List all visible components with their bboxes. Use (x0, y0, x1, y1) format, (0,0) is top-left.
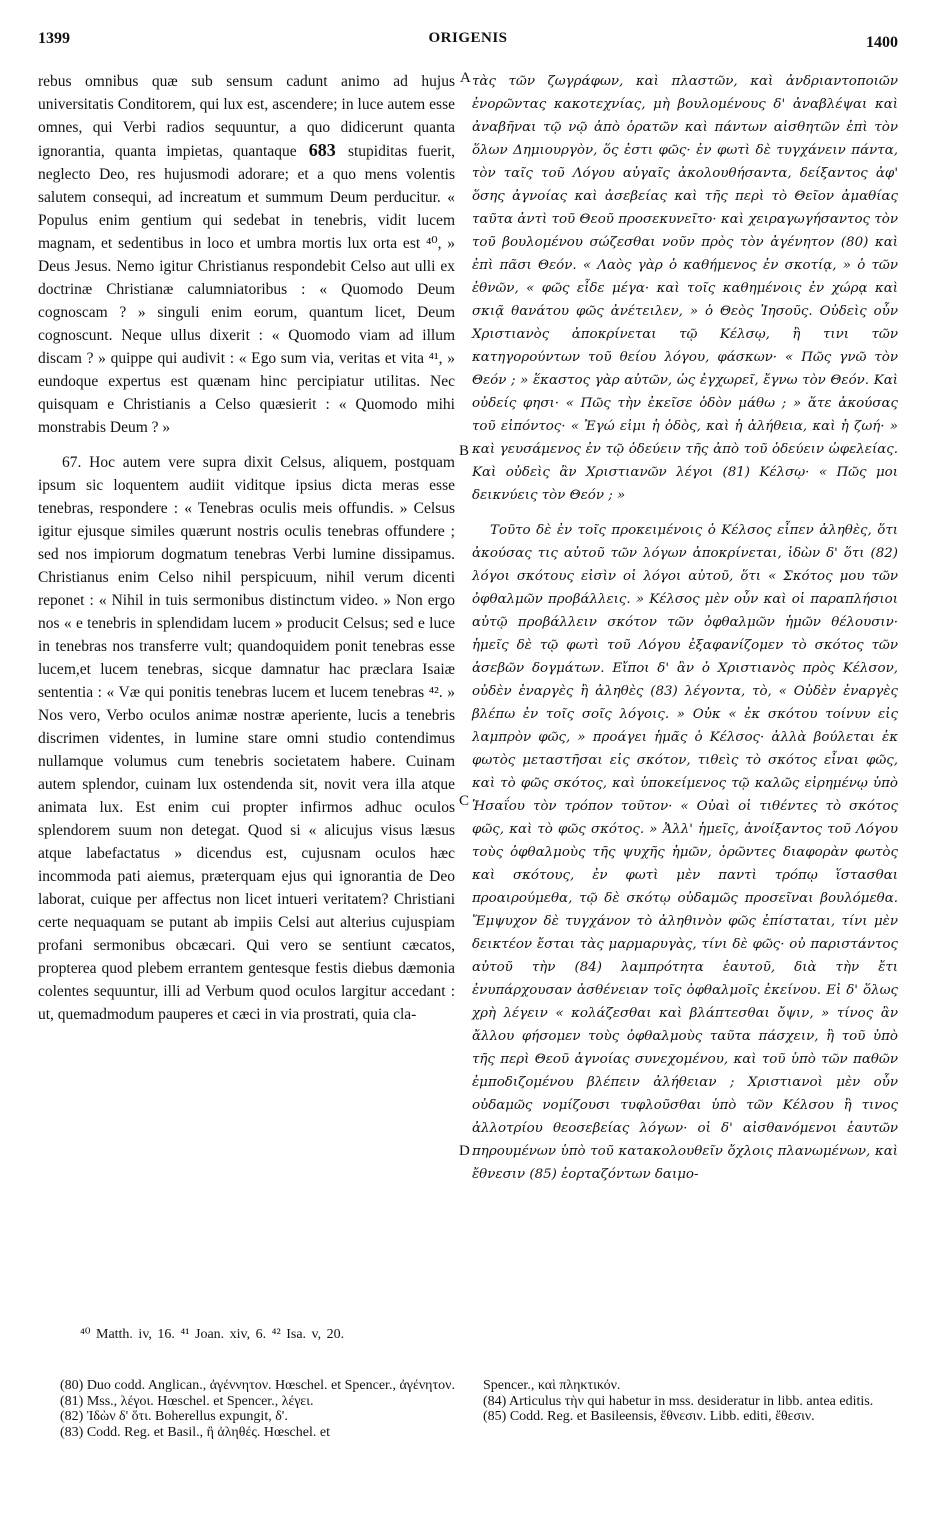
margin-letter-c: C (459, 793, 470, 809)
footnote: (84) Articulus τὴν qui habetur in mss. desideratur in libb. antea editis. (483, 1393, 874, 1409)
margin-letter-d: D (459, 1143, 470, 1159)
right-page-number: 1400 (866, 34, 898, 51)
greek-paragraph-2: Τοῦτο δὲ ἐν τοῖς προκειμένοις ὁ Κέλσος εἶπεν ἀληθὲς, ὅτι ἀκούσας τις αὐτοῦ τῶν λόγων ἀποκρίνεται, ἰδὼν δ' ὅτι (82) λόγοι σκότους εἰσὶν οἱ λόγοι αὐτοῦ, ὅτι « Σκότος μου τῶν ὀφθαλμῶν προβάλλεις. » Κέλσος μὲν οὖν καὶ οἱ παραπλήσιοι αὐτῷ προβάλλειν σκότον τῶν ὀφθαλμῶν ἡμῶν θέλουσιν· ἡμεῖς δὲ τῷ φωτὶ τοῦ Λόγου ἐξαφανίζομεν τὸ σκότος τῶν ἀσεβῶν δογμάτων. Εἴποι δ' ἂν ὁ Χριστιανὸς πρὸς Κέλσον, οὐδὲν ἐναργὲς ἢ ἀληθὲς (83) λέγοντα, τὸ, « Οὐδὲν ἐναργὲς βλέπω ἐν τοῖς σοῖς λόγοις. » Οὐκ « ἐκ σκότου τοίνυν εἰς λαμπρὸν φῶς, » προάγει ἡμᾶς ὁ Κέλσος· ἀλλὰ βούλεται ἐκ φωτὸς μεταστῆσαι εἰς σκότον, τιθεὶς τὸ σκότος εἶναι φῶς, καὶ τὸ φῶς σκότος, καὶ ὑποκείμενος τῷ καλῶς εἰρημένῳ ὑπὸ Ἡσαΐου τὸν τρόπον τοῦτον· « Οὐαὶ οἱ τιθέντες τὸ σκότος φῶς, καὶ τὸ φῶς σκότος. » Ἀλλ' ἡμεῖς, ἀνοίξαντος τοῦ Λόγου τοὺς ὀφθαλμοὺς τῆς ψυχῆς ἡμῶν, ὁρῶντες διαφορὰν φωτὸς καὶ σκότους, ἐν φωτὶ μὲν παντὶ τρόπῳ ἵστασθαι προαιρούμεθα, τῷ δὲ σκότῳ οὐδαμῶς προσεῖναι βουλόμεθα. Ἔμψυχον δὲ τυγχάνον τὸ ἀληθινὸν φῶς ἐπίσταται, τίνι μὲν δεικτέον ἔσται τὰς μαρμαρυγὰς, τίνι δὲ φῶς· οὐ παριστάντος αὐτοῦ τὴν (84) λαμπρότητα ἑαυτοῦ, διὰ τὴν ἔτι ἐνυπάρχουσαν ἀσθένειαν τοῖς ὀφθαλμοῖς ἐκείνου. Εἰ δ' ὅλως χρὴ λέγειν « κολάζεσθαι καὶ βλάπτεσθαι ὄψιν, » τίνος ἂν ἄλλου φήσομεν τοὺς ὀφθαλμοὺς ταῦτα πάσχειν, ἢ τοῦ ὑπὸ τῆς περὶ Θεοῦ ἀγνοίας συνεχομένου, καὶ τοῦ ὑπὸ τῶν παθῶν ἐμποδιζομένου βλέπειν ἀλήθειαν ; Χριστιανοὶ μὲν οὖν οὐδαμῶς νομίζουσι τυφλοῦσθαι ὑπὸ τῶν Κέλσου ἢ τινος ἀλλοτρίου θεοσεβείας λόγων· οἱ δ' αἰσθανόμενοι ἑαυτῶν πηρουμένων ὑπὸ τοῦ κατακολουθεῖν ὄχλοις πλανωμένων, καὶ ἔθνεσιν (85) ἑορταζόντων δαιμο- (472, 523, 898, 1182)
latin-paragraph-1 (38, 70, 455, 439)
running-title: ORIGENIS (428, 30, 508, 46)
page-header (38, 30, 898, 54)
scripture-references: ⁴⁰ Matth. iv, 16. ⁴¹ Joan. xiv, 6. ⁴² Isa. v, 20. (80, 1327, 345, 1342)
footnotes-right (483, 1378, 898, 1425)
latin-paragraph-1-end: stupiditas fuerit, neglecto Deo, res hujusmodi adorare; et a quo mens volentis salutem consequi, ad increatum et summum Deum perducitur. « Populus enim gentium qui sedebat in tenebris, vidit lucem magnam, et sedentibus in loco et umbra mortis lux orta est ⁴⁰, » Deus Jesus. Nemo igitur Christianus respondebit Celso aut ulli ex doctrinæ Christianæ calumniatoribus : « Quomodo Deum cognoscam ? » singuli enim eorum, quantum licet, Deum cognoscunt. Neque ullus dixerit : « Quomodo viam ad illum discam ? » quippe qui audivit : « Ego sum via, veritas et vita ⁴¹, » eundoque expertus est quænam hinc percipiatur utilitas. Nec quisquam e Christianis a Celso quæsierit : « Quomodo mihi monstrabis Deum ? » (38, 143, 455, 436)
left-page-number: 1399 (38, 30, 70, 47)
latin-paragraph-1-start: rebus omnibus quæ sub sensum cadunt animo ad hujus universitatis Conditorem, qui lux est, ascendere; in luce autem esse omnes, qui Verbi radios sequuntur, a quo didicerunt quanta ignorantia, quanta impietas, quantaque (38, 73, 455, 160)
margin-letter-a: A (460, 70, 471, 86)
footnote: (83) Codd. Reg. et Basil., ἢ ἀληθές. Hœschel. et (60, 1424, 330, 1440)
greek-paragraph-1: τὰς τῶν ζωγράφων, καὶ πλαστῶν, καὶ ἀνδριαντοποιῶν ἐνορῶντας κακοτεχνίας, μὴ βουλομένους δ' ἀναβλέψαι καὶ ἀναβῆναι τῷ νῷ ἀπὸ ὁρατῶν καὶ πάντων αἰσθητῶν ἐπὶ τὸν ὅλων Δημιουργὸν, ὅς ἐστι φῶς· ἐν φωτὶ δὲ τυγχάνειν πάντα, τὸν ταῖς τοῦ Λόγου αὐγαῖς ἀκολουθήσαντα, δείξαντος ἀφ' ὅσης ἀγνοίας καὶ ἀσεβείας καὶ τῆς περὶ τὸ Θεῖον ἀμαθίας ταῦτα ἀντὶ τοῦ Θεοῦ προσεκυνεῖτο· καὶ χειραγωγήσαντος τὸν τοῦ βουλομένου σώζεσθαι νοῦν πρὸς τὸν ἀγένητον (80) καὶ ἐπὶ πᾶσι Θεόν. « Λαὸς γὰρ ὁ καθήμενος ἐν σκοτίᾳ, » ὁ τῶν ἐθνῶν, « φῶς εἶδε μέγα· καὶ τοῖς καθημένοις ἐν χώρᾳ καὶ σκιᾷ θανάτου φῶς ἀνέτειλεν, » ὁ Θεὸς Ἰησοῦς. Οὐδεὶς οὖν Χριστιανὸς ἀποκρίνεται τῷ Κέλσῳ, ἢ τινι τῶν κατηγορούντων τοῦ θείου λόγου, φάσκων· « Πῶς γνῶ τὸν Θεόν ; » ἕκαστος γὰρ αὐτῶν, ὡς ἐγχωρεῖ, ἔγνω τὸν Θεόν. Καὶ οὐδείς φησι· « Πῶς τὴν ἐκεῖσε ὁδὸν μάθω ; » ἅτε ἀκούσας τοῦ εἰπόντος· « Ἐγώ εἰμι ἡ ὁδὸς, καὶ ἡ ἀλήθεια, καὶ ἡ ζωή· » καὶ γευσάμενος ἐν τῷ ὁδεύειν τῆς ἀπὸ τοῦ ὁδεύειν ὠφελείας. Καὶ οὐδεὶς ἂν Χριστιανῶν λέγοι (81) Κέλσῳ· « Πῶς μοι δεικνύεις τὸν Θεόν ; » (472, 74, 898, 503)
footnote: (81) Mss., λέγοι. Hœschel. et Spencer., λέγει. (60, 1393, 314, 1409)
footnote: (80) Duo codd. Anglican., ἀγέννητον. Hœschel. et Spencer., ἀγένητον. (60, 1378, 455, 1393)
footnotes-left (60, 1378, 460, 1440)
latin-column (38, 70, 455, 1026)
greek-column (472, 70, 898, 1186)
margin-letter-b: B (459, 443, 470, 459)
latin-paragraph-2: 67. Hoc autem vere supra dixit Celsus, aliquem, postquam ipsum sic loquentem audiit viditque ipsius dicta meras esse tenebras, respondere : « Tenebras oculis meis offundis. » Celsus igitur ejusque similes quærunt nostris oculis tenebras offundere ; sed nos impiorum dogmatum tenebras Verbi lumine dissipamus. Christianus enim Celso nihil perspicuum, nihil verum dicenti reponet : « Nihil in tuis sermonibus distinctum video. » Non ergo nos « e tenebris in splendidam lucem » producit Celsus; sed e luce in tenebras nos transferre vult; quandoquidem ponit tenebras esse lucem,et lucem tenebras, sicque damnatur hac præclara Isaiæ sententia : « Væ qui ponitis tenebras lucem et lucem tenebras ⁴². » Nos vero, Verbo oculos animæ nostræ aperiente, lucis a tenebris discrimen videntes, in lumine stare omni studio contendimus nullamque volumus cum tenebris societatem habere. Cuinam autem splendor, cuinam lux ostendenda sit, novit vera illa atque animata lux. Est enim cui propter infirmos adhuc oculos splendorem suum non detegat. Quod si « alicujus visus læsus atque labefactatus » dicendus est, cujusnam oculos hæc incommoda pati aiemus, præterquam ejus qui ignorantia de Deo laborat, cuique per affectus non licet intueri veritatem? Christiani certe nequaquam se putant ab impiis Celsi aut alterius cujuspiam profani sermonibus obcæcari. Qui vero se sentiunt cæcatos, propterea quod plebem errantem gentesque festis diebus dæmonia colentes sequuntur, illi ad Verbum quod oculos largitur accedant : ut, quemadmodum pauperes et cæci in via prostrati, quia cla- (38, 454, 455, 1023)
footnote: (85) Codd. Reg. et Basileensis, ἔθνεσιν. Libb. editi, ἔθεσιν. (483, 1409, 815, 1424)
migne-column-ref: 683 (308, 140, 336, 160)
footnote: (82) Ἰδὼν δ' ὅτι. Boherellus expungit, δ'. (60, 1409, 288, 1424)
footnote: Spencer., καὶ πληκτικόν. (483, 1378, 621, 1393)
